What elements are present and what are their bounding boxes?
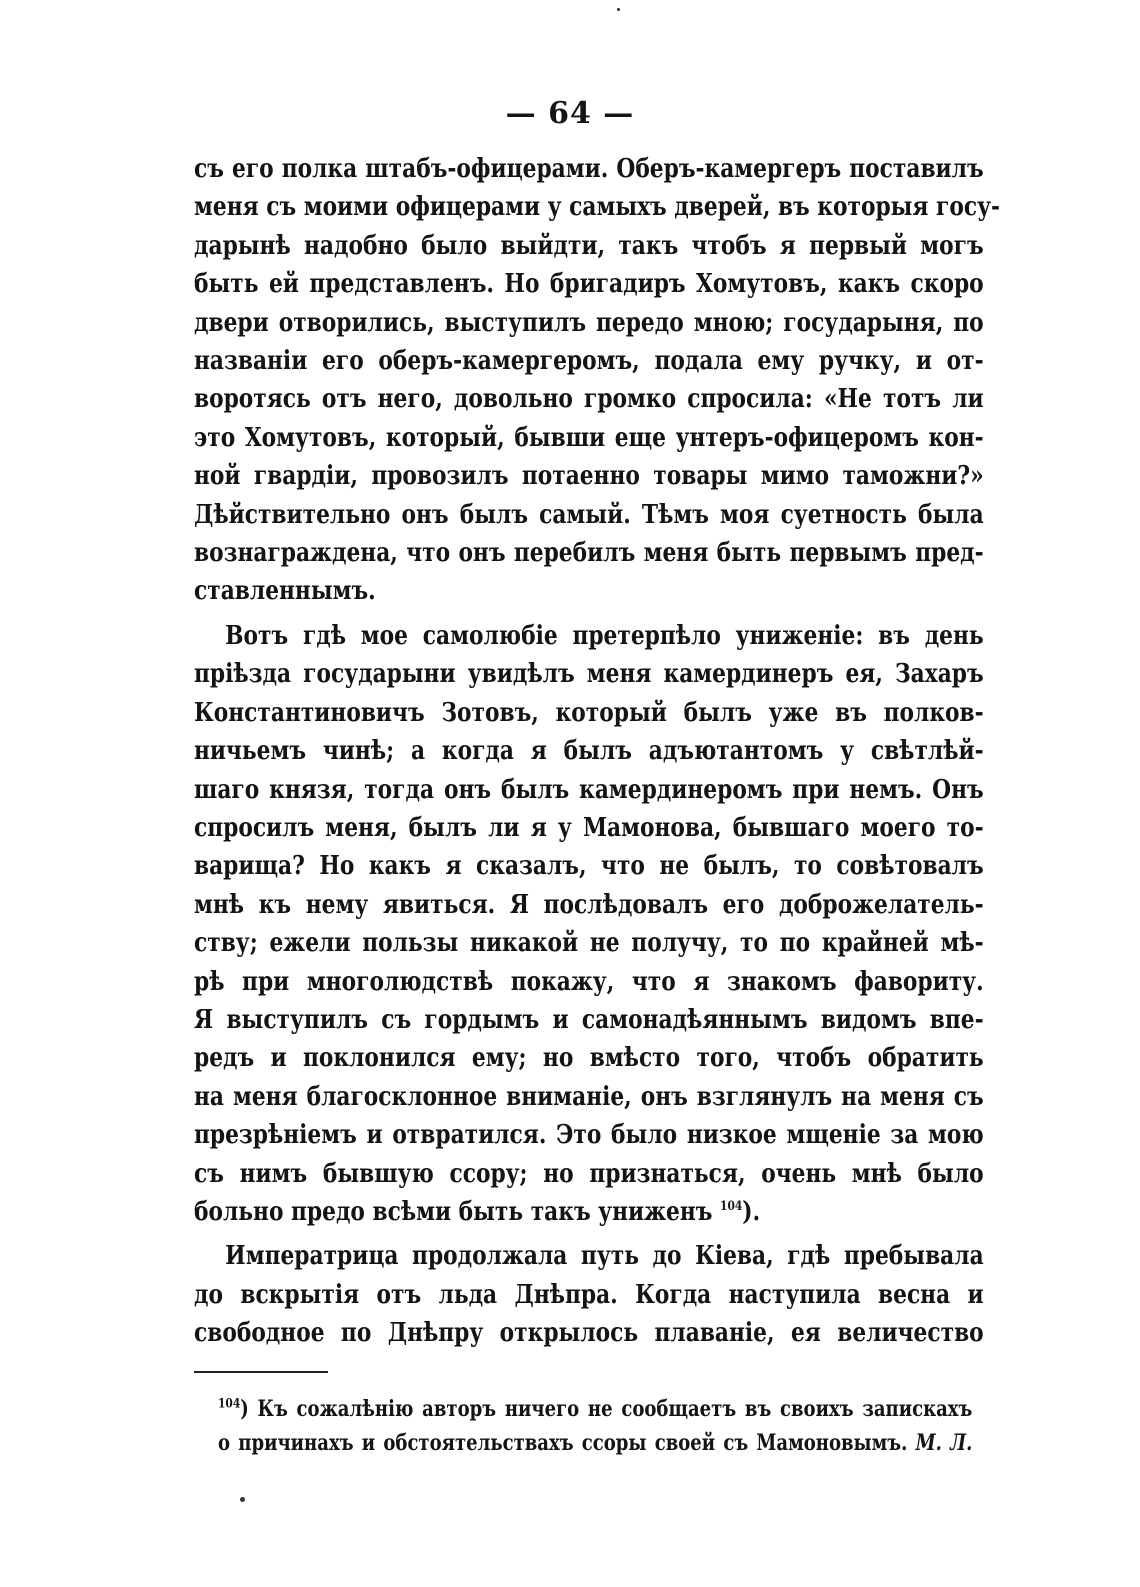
paragraph-2 (194, 617, 984, 1232)
text-line: ставленнымъ. (194, 575, 376, 607)
footnote-reference[interactable]: 104 (720, 1199, 743, 1215)
footnote-text: о причинахъ и обстоятельствахъ ссоры своей съ Мамоновымъ. (218, 1430, 908, 1456)
text-line: варища? Но какъ я сказалъ, что не былъ, то совѣтовалъ (194, 850, 984, 882)
text-line: Константиновичъ Зотовъ, который былъ уже въ полков- (194, 696, 984, 728)
text-line: на меня благосклонное вниманіе, онъ взглянулъ на меня съ (194, 1080, 984, 1112)
text-line: съ его полка штабъ-офицерами. Оберъ-камергеръ поставилъ (194, 153, 984, 184)
text-line: воротясь отъ него, довольно громко спросила: «Не тотъ ли (194, 383, 984, 415)
text-line: вознаграждена, что онъ перебилъ меня быть первымъ пред- (194, 537, 984, 569)
text-line: спросилъ меня, былъ ли я у Мамонова, бывшаго моего то- (194, 811, 984, 843)
text-line: съ нимъ бывшую ссору; но признаться, очень мнѣ было (194, 1157, 984, 1189)
text-line: Вотъ гдѣ мое самолюбіе претерпѣло униженіе: въ день (225, 619, 984, 651)
print-speck (240, 1497, 245, 1502)
text-line: это Хомутовъ, который, бывши еще унтеръ-офицеромъ кон- (194, 421, 984, 453)
text-line: до вскрытія отъ льда Днѣпра. Когда наступила весна и (194, 1278, 984, 1310)
footnote (218, 1392, 972, 1460)
footnote-text: ) Къ сожалѣнію авторъ ничего не сообщаетъ въ своихъ запискахъ (240, 1396, 973, 1422)
footnote-author: М. Л. (915, 1430, 973, 1456)
text-line: пріѣзда государыни увидѣлъ меня камердинеръ ея, Захаръ (194, 658, 984, 690)
text-line: мнѣ къ нему явиться. Я послѣдовалъ его доброжелатель- (194, 888, 984, 920)
text-line: Императрица продолжала путь до Кіева, гдѣ пребывала (225, 1240, 984, 1272)
text-line: ной гвардіи, провозилъ потаенно товары мимо таможни?» (194, 460, 984, 492)
text-line: дарынѣ надобно было выйдти, такъ чтобъ я первый могъ (194, 229, 984, 261)
print-speck (617, 8, 620, 11)
text-line-content: больно предо всѣми быть такъ униженъ (194, 1195, 713, 1227)
text-line: быть ей представленъ. Но бригадиръ Хомутовъ, какъ скоро (194, 268, 984, 300)
text-line: редъ и поклонился ему; но вмѣсто того, чтобъ обратить (194, 1042, 984, 1074)
text-line: названіи его оберъ-камергеромъ, подала ему ручку, и от- (194, 345, 984, 377)
footnote-line (218, 1392, 972, 1426)
text-line: шаго князя, тогда онъ былъ камердинеромъ при немъ. Онъ (194, 773, 984, 805)
text-line: ству; ежели пользы никакой не получу, то по крайней мѣ- (194, 927, 984, 959)
text-line: Я выступилъ съ гордымъ и самонадѣяннымъ видомъ впе- (194, 1003, 984, 1035)
text-line: свободное по Днѣпру открылось плаваніе, ея величество (194, 1317, 984, 1349)
text-line: двери отворились, выступилъ передо мною; государыня, по (194, 306, 984, 338)
footnote-line (218, 1426, 972, 1460)
text-line: презрѣніемъ и отвратился. Это было низкое мщеніе за мою (194, 1119, 984, 1151)
text-line (194, 1193, 984, 1231)
text-line: Дѣйствительно онъ былъ самый. Тѣмъ моя суетность была (194, 498, 984, 530)
footnote-marker: 104 (218, 1396, 241, 1412)
body-text (194, 150, 1001, 1353)
text-line: рѣ при многолюдствѣ покажу, что я знакомъ фавориту. (194, 965, 984, 997)
page-number: — 64 — (505, 96, 635, 131)
text-line-tail: ). (742, 1195, 761, 1227)
footnote-divider (194, 1371, 328, 1373)
text-line: меня съ моими офицерами у самыхъ дверей, въ которыя госу- (194, 191, 1001, 223)
paragraph-3 (194, 1237, 984, 1352)
text-line: ничьемъ чинѣ; а когда я былъ адъютантомъ у свѣтлѣй- (194, 735, 984, 767)
paragraph-1 (194, 150, 1001, 611)
